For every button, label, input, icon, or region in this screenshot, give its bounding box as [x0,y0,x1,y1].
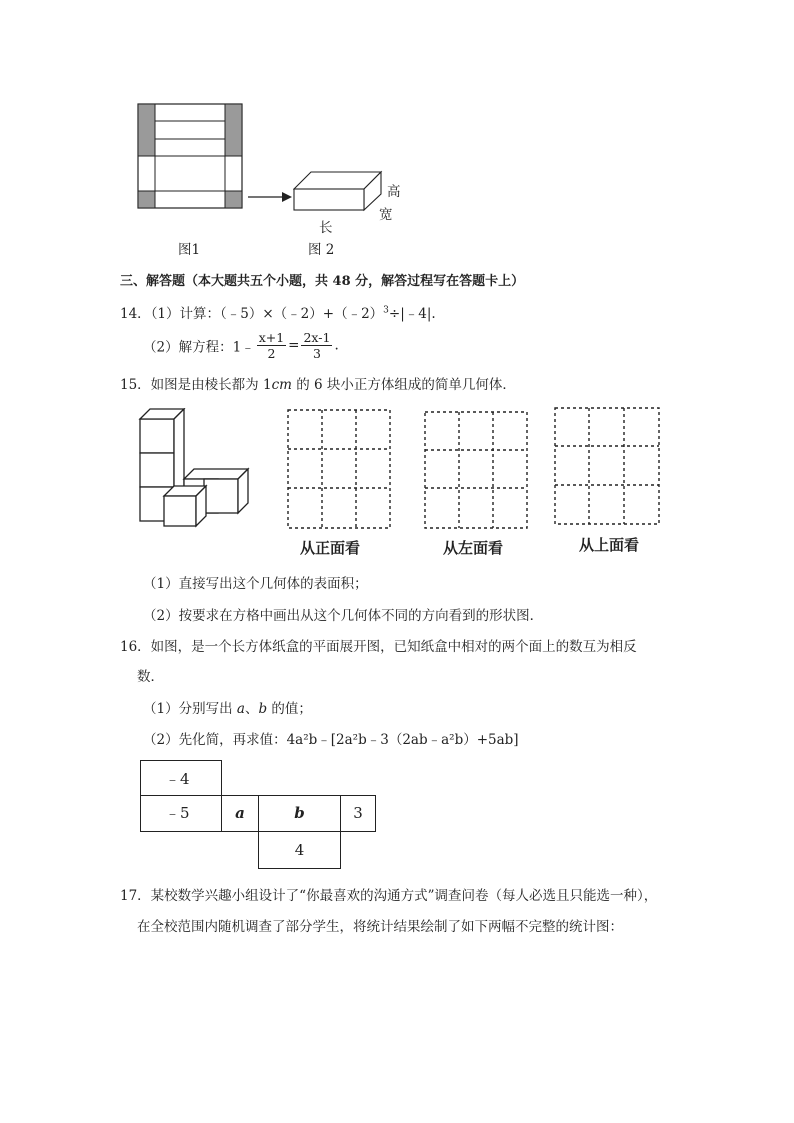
figure-2-cuboid [293,170,385,212]
q15-sub2: （2）按要求在方格中画出从这个几何体不同的方向看到的形状图． [143,608,544,624]
label-height: 高 [387,184,401,200]
label-length: 长 [319,220,333,236]
q17-line1: 17．某校数学兴趣小组设计了“你最喜欢的沟通方式”调查问卷（每人必选且只能选一种）， [120,888,658,904]
q15-sub1: （1）直接写出这个几何体的表面积； [143,576,368,592]
q15-text-b: 的 6 块小正方体组成的简单几何体． [291,377,516,393]
frac1-numerator: x+1 [258,330,285,345]
fraction-2 [301,330,332,361]
fig1-caption: 图1 [178,242,201,258]
q16-sub1-a: （1）分别写出 [143,701,237,717]
q15-unit: cm [271,377,292,393]
q15-text-a: 15．如图是由棱长都为 1 [120,377,272,393]
q16-sub1-sep: 、 [244,701,259,717]
var-b: b [258,701,268,717]
net-cell-3: 3 [340,795,376,832]
var-a: a [236,701,245,717]
section-3-heading: 三、解答题（本大题共五个小题，共 48 分，解答过程写在答题卡上） [120,274,525,289]
q16-line2: 数． [137,669,164,685]
q14-exponent: 3 [383,305,389,316]
net-cell-neg5: ﹣5 [140,795,222,832]
q14-part1-text: （1）计算：（﹣5）×（﹣2）+（﹣2） [150,306,384,322]
grid-left-view [423,410,529,530]
q14-part1-tail: ÷|﹣4|. [388,306,436,322]
q14-part2 [143,330,339,361]
label-top-view: 从上面看 [579,536,640,554]
q16-line1: 16．如图，是一个长方体纸盒的平面展开图，已知纸盒中相对的两个面上的数互为相反 [120,639,637,655]
net-cell-a: a [221,795,259,832]
label-front-view: 从正面看 [300,539,361,557]
net-cell-neg4: ﹣4 [140,760,222,796]
label-left-view: 从左面看 [443,539,504,557]
equals-sign: = [288,337,300,354]
q16-sub1-b: 的值； [267,701,312,717]
q14-number: 14． [120,306,151,322]
q16-sub2: （2）先化简，再求值：4a²b﹣[2a²b﹣3（2ab﹣a²b）+5ab] [143,732,519,748]
net-cell-b: b [258,795,341,832]
frac1-denominator: 2 [267,346,276,361]
figure-1-box-net [136,102,246,214]
q16-sub1 [143,697,312,717]
q17-line2: 在全校范围内随机调查了部分学生，将统计结果绘制了如下两幅不完整的统计图： [137,919,623,935]
fig2-caption: 图 2 [308,242,335,258]
fraction-1 [257,330,286,361]
grid-top-view [553,406,661,526]
frac2-numerator: 2x-1 [303,330,331,345]
grid-front-view [286,408,392,530]
q14-part2-end: . [334,337,339,354]
q14-part2-prefix: （2）解方程：1﹣ [143,339,255,356]
cube-solid-figure [138,408,250,530]
box-net [140,760,378,870]
q15-stem [120,373,516,393]
q14-part1 [120,302,436,322]
label-width: 宽 [379,207,393,223]
frac2-denominator: 3 [312,346,321,361]
arrow-icon [248,191,292,203]
net-cell-4: 4 [258,831,341,869]
